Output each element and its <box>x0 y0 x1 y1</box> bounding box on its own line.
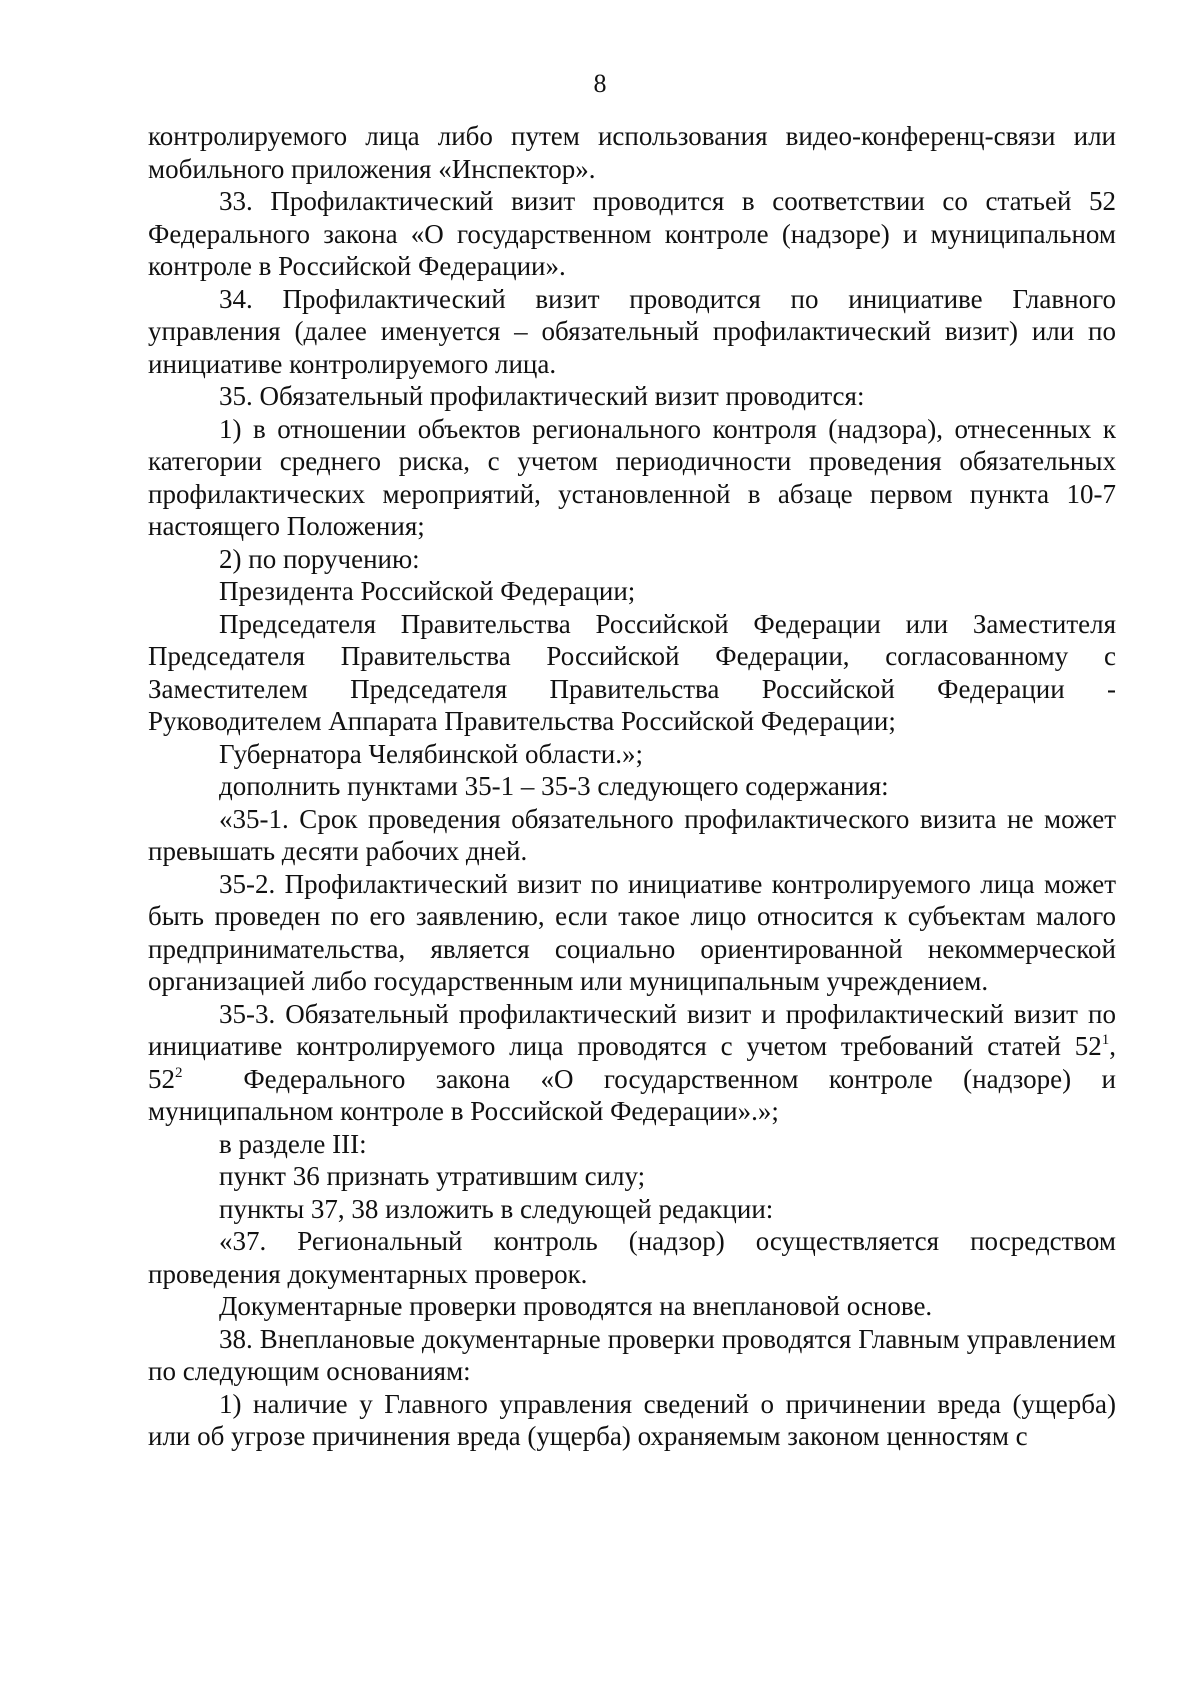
paragraph-38-item-1: 1) наличие у Главного управления сведений о причинении вреда (ущерба) или об угрозе причинения вреда (ущерба) охраняемым законом ценностям с <box>148 1388 1116 1451</box>
article-ref-1: 52 <box>1074 1031 1102 1061</box>
paragraph-37: «37. Региональный контроль (надзор) осуществляется посредством проведения документарных проверок. <box>148 1226 1116 1289</box>
paragraph-items-37-38: пункты 37, 38 изложить в следующей редакции: <box>219 1193 774 1224</box>
paragraph-governor: Губернатора Челябинской области.»; <box>219 738 643 769</box>
article-ref-separator: , <box>1109 1031 1116 1061</box>
paragraph-section-3: в разделе III: <box>219 1128 367 1159</box>
paragraph-documentary-checks: Документарные проверки проводятся на внеплановой основе. <box>219 1291 933 1321</box>
document-body <box>148 120 1116 1453</box>
article-ref-1-superscript: 1 <box>1101 1032 1110 1048</box>
paragraph-president: Президента Российской Федерации; <box>219 576 636 606</box>
paragraph-35: 35. Обязательный профилактический визит проводится: <box>219 381 865 411</box>
paragraph-35-item-2: 2) по поручению: <box>219 543 420 574</box>
paragraph-continuation: контролируемого лица либо путем использования видео-конференц-связи или мобильного приложения «Инспектор». <box>148 121 1116 184</box>
paragraph-35-3 <box>148 998 1116 1128</box>
paragraph-35-3-lead: 35-3. Обязательный профилактический визит и профилактический визит по инициативе контролируемого лица проводятся с учетом требований статей <box>148 998 1116 1061</box>
paragraph-item-36: пункт 36 признать утратившим силу; <box>219 1161 646 1191</box>
article-ref-2-superscript: 2 <box>175 1064 183 1081</box>
article-ref-2: 52 <box>148 1063 175 1094</box>
paragraph-35-item-1: 1) в отношении объектов регионального контроля (надзора), отнесенных к категории среднего риска, с учетом периодичности проведения обязательных профилактических мероприятий, установленной в абзаце первом пункта 10-7 настоящего Положения; <box>148 413 1116 541</box>
paragraph-35-2: 35-2. Профилактический визит по инициативе контролируемого лица может быть проведен по его заявлению, если такое лицо относится к субъектам малого предпринимательства, является социально ориентированной некоммерческой организацией либо государственным или муниципальным учреждением. <box>148 868 1116 996</box>
paragraph-38: 38. Внеплановые документарные проверки проводятся Главным управлением по следующим основаниям: <box>148 1323 1116 1386</box>
paragraph-35-1: «35-1. Срок проведения обязательного профилактического визита не может превышать десяти рабочих дней. <box>148 803 1116 866</box>
page-number: 8 <box>593 69 607 98</box>
paragraph-supplement: дополнить пунктами 35-1 – 35-3 следующего содержания: <box>219 771 889 801</box>
paragraph-chairman: Председателя Правительства Российской Федерации или Заместителя Председателя Правительства Российской Федерации, согласованному с Заместителем Председателя Правительства Российской Федерации - Руководителем Аппарата Правительства Российской Федерации; <box>148 608 1116 736</box>
paragraph-34: 34. Профилактический визит проводится по инициативе Главного управления (далее именуется – обязательный профилактический визит) или по инициативе контролируемого лица. <box>148 283 1116 379</box>
paragraph-35-3-tail: Федерального закона «О государственном контроле (надзоре) и муниципальном контроле в Российской Федерации».»; <box>148 1063 1116 1126</box>
paragraph-33: 33. Профилактический визит проводится в соответствии со статьей 52 Федерального закона «О государственном контроле (надзоре) и муниципальном контроле в Российской Федерации». <box>148 186 1116 281</box>
